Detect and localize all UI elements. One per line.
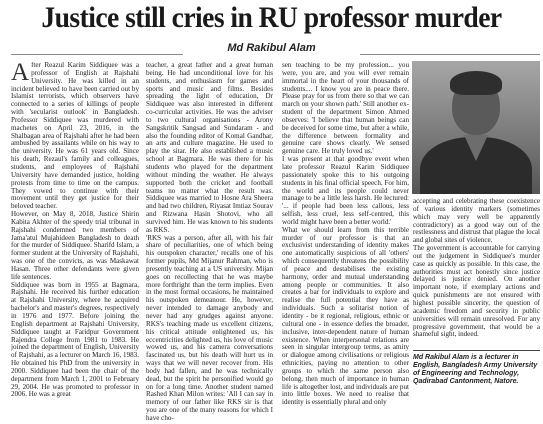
paragraph: sen teaching to be my profession... you were, you are, and you will ever remain immortal in the heart of your thousands of students.... I know you are in peace there. Please pray for us from there so that we can march on your shown path.' Still another ex-student of the department Simon Ahmed observes: 'I believe that human beings can be deceived for some time, but after a while, the difference between formality and genuine care shows clearly. We sensed genuine care. He truly loved us.' — [282, 62, 409, 156]
article-column-3 — [282, 62, 409, 420]
drop-cap: A — [11, 62, 30, 86]
article-column-4 — [413, 198, 540, 348]
paragraph: accepting and celebrating these coexistence of various identity markers (sometimes which may very well be apparently contradictory) as a good way out of the restlessness and distrust that plague the local and global sites of violence. — [413, 198, 540, 245]
author-photo — [412, 61, 540, 194]
byline-rule-left — [11, 54, 183, 55]
author-bio: Md Rakibul Alam is a lecturer in English, Bangladesh Army University of Engineering and Technology, Qadirabad Cantonment, Natore. — [413, 354, 538, 385]
paragraph: Siddiquee was born in 1955 at Bagmara, Rajshahi. He received his further education at Rajshahi University, where he acquired bachelor's and master's degrees, respectively in 1976 and 1977. Before joining the English department at Rajshahi University, Siddiquee taught at Faridpur Government Rajendra College from 1981 to 1983. He joined the department of English, University of Rajshahi, as a lecturer on March 16, 1983. He obtained his PhD from the university in 2000. Siddiquee had been the chair of the department from March 1, 2001 to February 29, 2004. He was promoted to professor in 2006. He was a great — [11, 280, 139, 399]
paragraph: After Reazul Karim Siddiquee was a professor of English at Rajshahi University. He was killed in an incident believed to have been carried out by Islamist terrorists, which observers have connected to a series of killings of people with 'secularist outlook' in Bangladesh. Professor Siddiquee was murdered with machetes on April 23, 2016, in the Shalbagan area of Rajshahi after he had been ambushed by assailants while on his way to the university. He was 61 years old. Since his death, Rezaul's family and colleagues, students, and employees of Rajshahi University have demanded justice, holding protests from time to time on the campus. They vowed to continue with their movement until they get justice for their beloved teacher. — [11, 62, 139, 211]
bio-divider — [413, 350, 540, 351]
paragraph: I was present at that goodbye event when late professor Reazul Karim Siddiquee passionately spoke this to his outgoing students in his final official speech. For him, the world and its people could never manage to be a little less harsh. He lectured: '... if people had been less callous, less selfish, less cruel, less self-centred, this world might have been a better world.' — [282, 155, 409, 226]
article-column-2 — [146, 62, 273, 420]
article-column-1 — [11, 62, 139, 420]
paragraph: However, on May 8, 2018, Justice Shirin Kabita Akhter of the speedy trial tribunal in Rajshahi condemned two members of Jama'atul Mujahideen Bangladesh to death for the murder of Siddiquee. Sharifd Islam, a former student at the University of Rajshahi, was one of the convicts, as was Maskawat Hasan. Three other defendants were given life sentences. — [11, 210, 139, 281]
byline: Md Rakibul Alam — [227, 42, 316, 54]
byline-rule-right — [360, 54, 540, 55]
paragraph: What we should learn from this terrible murder of our professor is that an exclusivist understanding of identity makes one automatically suspicious of all 'others' which consequently threatens the possibility of peace and destabilises the existing harmony, order and mutual understanding among people or communities. It also creates a bar for individuals to explore and realise the full potential they have as individuals. Such a solitarist notion of identity - be it regional, religious, ethnic or cultural one - in essence defies the broader, inclusive, inter-dependent nature of human existence. When interpersonal relations are seen in singular intergroup terms, as amity or dialogue among civilisations or religious ethnicities, paying no attention to other groups to which the same person also belong, then much of importance in human life is altogether lost, and individuals are put into little boxes. We need to realise that identity is essentially plural and only — [282, 225, 409, 407]
photo-hair — [450, 71, 502, 95]
paragraph: The government is accountable for carrying out the judgement in Siddiquee's murder case as quickly as possible. In this case, the authorities must act honestly since justice delayed is justice denied. On another important note, if exemplary actions and quick punishments are not ensured with highest possible sincerity, the question of academic freedom and security in public universities will remain unresolved. For any progressive government, that would be a shameful sight, indeed. — [413, 244, 540, 339]
paragraph: 'RKS was a person, after all, with his fair share of peculiarities, one of which being his outspoken character,' recalls one of his former pupils, Md Mijanur Rahman, who is presently teaching at a US university. Mijan goes on recollecting that he was maybe more forthright than the term implies. Even in the most formal occasions, he maintained his outspoken demeanour. He, however, never intended to damage anybody and never had any grudges against anyone. RKS's teaching made us excellent citizens, his critical attitude enlightened us, his eccentricities delighted us, his love of music wowed us, and his camera conversations fascinated us, but his death will hurt us in ways that we will never recover from. His body had fallen, and he was technically dead, but the spirit he personified would go on for a long time. Another student named Rashed Khan Milon writes: 'All I can say in memory of our father like RKS sir is that you are one of the many reasons for which I have cho- — [146, 233, 273, 420]
paragraph: teacher, a great father and a great human being. He had unconditional love for his students, and enthusiasm for games and sports and music and films. Besides spreading the light of education, Dr Siddiquee was also interested in different co-curricular activities. He was the adviser to two cultural organisations - Arony Sangskritik Sangsad and Sundaram - and also the founding editor of Komal Gandhar, an arts and culture magazine. He used to play the sitar. He also established a music school at Bagmara. He was there for his students who played for the department without minding the weather. He always supported both the cricket and football teams no matter what the result was. Siddiquee was married to Hosne Ara Sheera and had two children, Riyasat Imtiaz Sourav and Rizwana Hasin Shotovi, who all survived him. He was known to his students as RKS. — [146, 62, 273, 234]
headline: Justice still cries in RU professor murder — [41, 1, 502, 34]
